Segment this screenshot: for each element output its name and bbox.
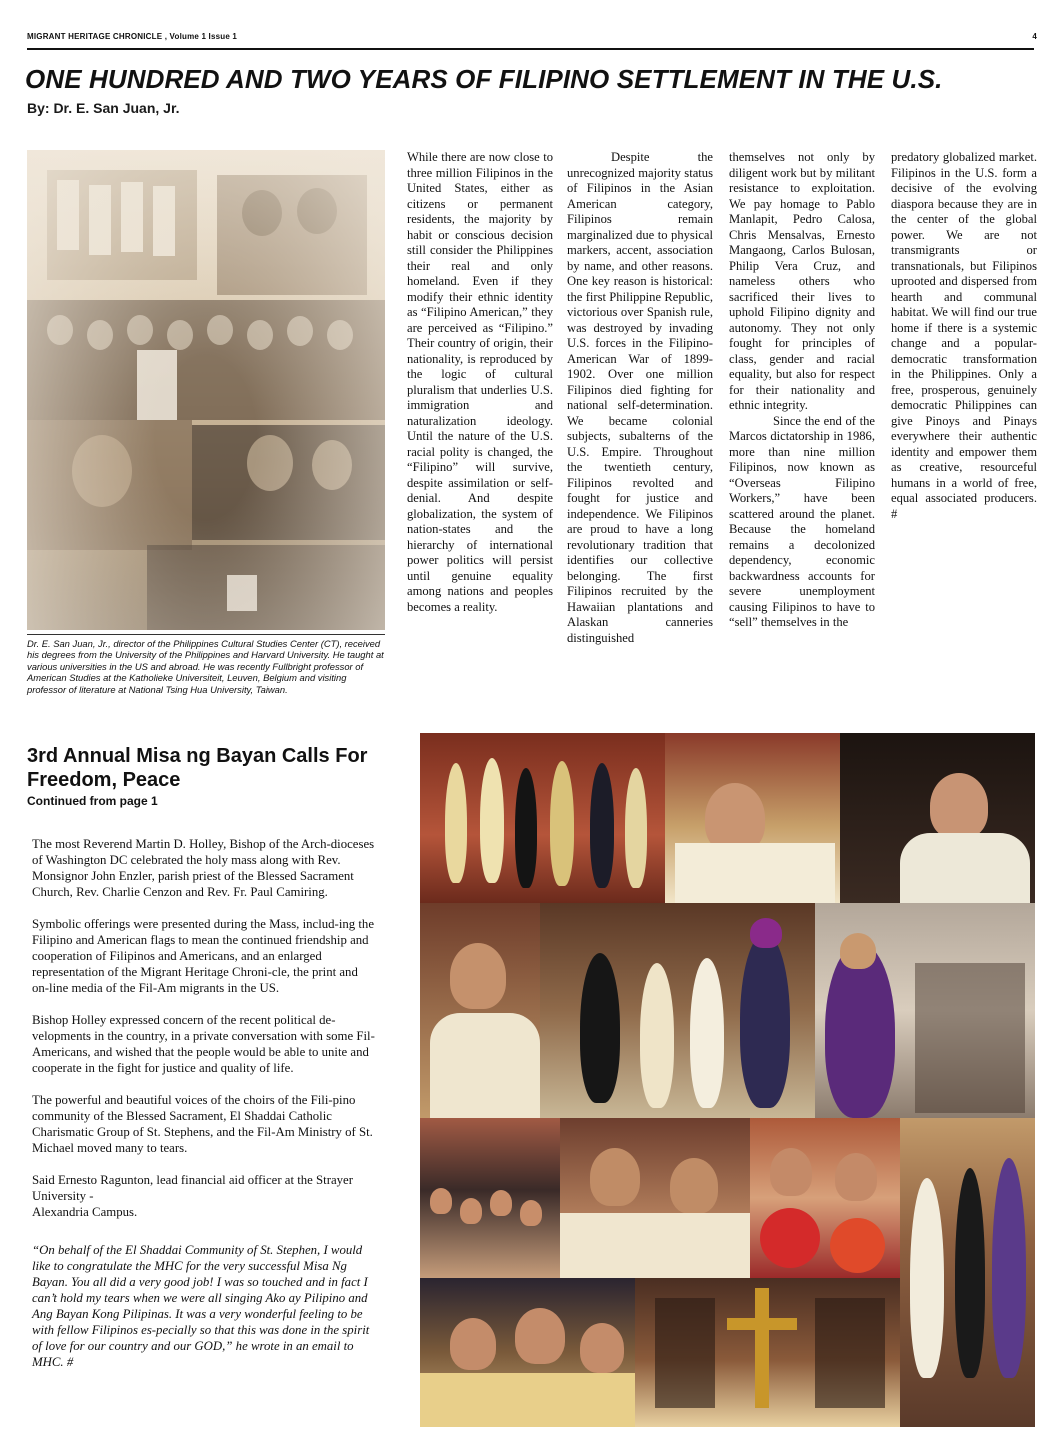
historical-photo-collage bbox=[27, 150, 385, 630]
collage-photo-reader bbox=[665, 733, 840, 903]
article-paragraph: While there are now close to three million Filipinos in the United States, either as citizens or permanent residents, the majority by habit or conscious decision still consider the Philippines their real and only homeland. Even if they modify their ethnic identity as “Filipino American,” they are perceived as “Filipino.” Their country of origin, their nationality, is reproduced by the logic of cultural pluralism that underlies U.S. immigration and naturalization ideology. Until the nature of the U.S. racial polity is changed, the “Filipino” will survive, despite assimilation or self-denial. And despite globalization, the system of nation-states and the hierarchy of international power politics will persist until genuine equality among nations and peoples becomes a reality. bbox=[407, 150, 553, 614]
story-line: Said Ernesto Ragunton, lead financial aid officer at the Strayer University - bbox=[32, 1173, 353, 1203]
article-title: ONE HUNDRED AND TWO YEARS OF FILIPINO SETTLEMENT IN THE U.S. bbox=[25, 64, 943, 94]
article-byline: By: Dr. E. San Juan, Jr. bbox=[27, 100, 180, 116]
photo-caption: Dr. E. San Juan, Jr., director of the Philippines Cultural Studies Center (CT), received his degrees from the University of the Philippines and Harvard University. He taught at various universities in the US and abroad. He was recently Fullbright professor of American Studies at the Katholieke Universiteit, Leuven, Belgium and visiting professor of literature at National Tsing Hua University, Taiwan. bbox=[27, 638, 384, 695]
article-paragraph: predatory globalized market. Filipinos in the U.S. form a decisive of the evolving diaspora because they are in the center of the global power. We are not transmigrants or transnationals, but Filipinos uprooted and dispersed from hearth and communal habitat. We will find our true home if there is a systemic change and a popular-democratic transformation in the Philippines. Only a free, prosperous, genuinely democratic Philippines can give Pinoys and Pinays everywhere their authentic identity and empower them as creative, resourceful humans in a world of free, equal associated producers. # bbox=[891, 150, 1037, 521]
collage-photo-altar bbox=[635, 1278, 900, 1427]
publication-name: MIGRANT HERITAGE CHRONICLE , Volume 1 Issue 1 bbox=[27, 32, 238, 41]
article-paragraph: Despite the unrecognized majority status of Filipinos in the Asian American category, Filipinos remain marginalized due to physical markers, accent, association by name, and other reasons. One key reason is historical: the first Philippine Republic, victorious over Spanish rule, was destroyed by invading U.S. forces in the Filipino-American War of 1899-1902. Over one million Filipinos died fighting for national self-determination. We became colonial subjects, subalterns of the U.S. Empire. Throughout the twentieth century, Filipinos revolted and fought for justice and independence. We Filipinos are proud to have a long revolutionary tradition that identifies our collective belonging. The first Filipinos recruited by the Hawaiian plantations and Alaskan canneries distinguished bbox=[567, 150, 713, 645]
collage-photo-knights bbox=[540, 903, 815, 1118]
collage-photo-speaker bbox=[840, 733, 1035, 903]
article-column-1 bbox=[407, 150, 553, 615]
story-line: Alexandria Campus. bbox=[32, 1205, 138, 1219]
collage-photo-flowers bbox=[750, 1118, 900, 1278]
story-paragraph: Symbolic offerings were presented during the Mass, includ-ing the Filipino and American flags to mean the continued friendship and cooperation of Filipinos and Americans, and an enlarged representation of the Migrant Heritage Chroni-cle, the print and on-line media of the Fil-Am migrants in the US. bbox=[32, 917, 375, 995]
article-paragraph: themselves not only by diligent work but by militant resistance to exploitation. We pay homage to Pablo Manlapit, Pedro Calosa, Chris Mensalvas, Ernesto Mangaong, Carlos Bulosan, Philip Vera Cruz, and nameless others who sacrificed their lives to uphold Filipino dignity and autonomy. They not only fought for principles of class, gender and racial equality, but also for respect for their nationality and ethnic integrity. bbox=[729, 150, 875, 412]
collage-photo-greeting bbox=[560, 1118, 750, 1278]
collage-photo-procession bbox=[900, 1118, 1035, 1427]
story-quote: “On behalf of the El Shaddai Community of St. Stephen, I would like to congratulate the MHC for the very successful Misa Ng Bayan. You all did a very good job! I was so touched and in fact I can’t hold my tears when we were all singing Ako ay Pilipino and Ang Bayan Kong Pilipinas. It was a very wonderful feeling to be with fellow Filipinos es-pecially so that this was done in the spirit of love for our country and our GOD,” he wrote in an email to MHC. # bbox=[32, 1243, 370, 1369]
story-paragraph: The most Reverend Martin D. Holley, Bishop of the Arch-dioceses of Washington DC celebrated the holy mass along with Rev. Monsignor John Enzler, parish priest of the Blessed Sacrament Church, Rev. Charlie Cenzon and Rev. Fr. Paul Camiring. bbox=[32, 837, 375, 899]
continued-from-note: Continued from page 1 bbox=[27, 794, 158, 808]
running-header bbox=[27, 28, 1037, 46]
mass-photo-collage bbox=[420, 733, 1035, 1427]
story-headline: 3rd Annual Misa ng Bayan Calls For Freedom, Peace bbox=[27, 745, 368, 791]
article-column-3 bbox=[729, 150, 875, 631]
story-paragraph bbox=[32, 1172, 378, 1220]
story-body bbox=[32, 836, 378, 1386]
story-paragraph: The powerful and beautiful voices of the choirs of the Fili-pino community of the Blessed Sacrament, El Shaddai Catholic Charismatic Group of St. Stephens, and the Fil-Am Ministry of St. Michael moved many to tears. bbox=[32, 1093, 373, 1155]
collage-photo-man bbox=[420, 903, 540, 1118]
collage-photo-crowd bbox=[420, 1118, 560, 1278]
article-paragraph: Since the end of the Marcos dictatorship in 1986, more than nine million Filipinos, now known as “Overseas Filipino Workers,” have been scattered around the planet. Because the homeland remains a decolonized dependency, economic backwardness accounts for severe unemployment causing Filipinos to have to “sell” themselves in the bbox=[729, 413, 875, 629]
story-paragraph: Bishop Holley expressed concern of the recent political de-velopments in the country, in a private conversation with some Fil-Americans, and wished that the people would be able to unite and cooperate in the fight for justice and quality of life. bbox=[32, 1013, 375, 1075]
article-column-4 bbox=[891, 150, 1037, 522]
caption-rule bbox=[27, 634, 385, 635]
page-number: 4 bbox=[1032, 32, 1037, 41]
collage-photo-group bbox=[420, 733, 665, 903]
collage-photo-bishop bbox=[815, 903, 1035, 1118]
article-column-2 bbox=[567, 150, 713, 646]
collage-photo-choir bbox=[420, 1278, 635, 1427]
header-rule bbox=[27, 48, 1034, 50]
